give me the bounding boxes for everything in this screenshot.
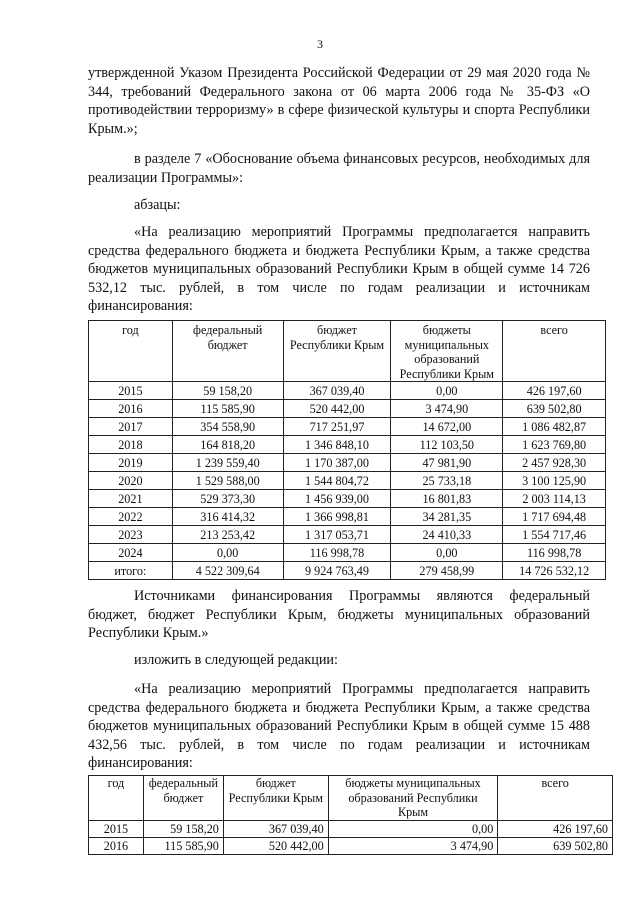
- page-number: 3: [317, 37, 323, 51]
- table-cell: 1 544 804,72: [283, 472, 391, 490]
- table-cell: 14 672,00: [391, 418, 503, 436]
- header-total: всего: [503, 321, 606, 382]
- table-cell: 0,00: [172, 544, 283, 562]
- table-cell: 25 733,18: [391, 472, 503, 490]
- header-federal: федеральный бюджет: [143, 776, 223, 821]
- header-total: всего: [498, 776, 613, 821]
- table-cell: 2 457 928,30: [503, 454, 606, 472]
- table-cell: 354 558,90: [172, 418, 283, 436]
- header-year: год: [89, 776, 144, 821]
- table-row: [89, 562, 606, 580]
- table-cell: 279 458,99: [391, 562, 503, 580]
- paragraph-section-7: в разделе 7 «Обоснование объема финансовых ресурсов, необходимых для реализации Программы»:: [88, 151, 590, 186]
- table-cell: 520 442,00: [283, 400, 391, 418]
- table-cell: 59 158,20: [143, 820, 223, 837]
- table-row: [89, 820, 613, 837]
- table-cell: 426 197,60: [498, 820, 613, 837]
- table-cell: 115 585,90: [143, 837, 223, 854]
- table-cell: 2021: [89, 490, 173, 508]
- table-cell: 1 239 559,40: [172, 454, 283, 472]
- table-cell: 367 039,40: [223, 820, 328, 837]
- table-cell: 2018: [89, 436, 173, 454]
- table-row: [89, 544, 606, 562]
- header-republic: бюджет Республики Крым: [283, 321, 391, 382]
- table-cell: 115 585,90: [172, 400, 283, 418]
- table-cell: 2 003 114,13: [503, 490, 606, 508]
- table-row: [89, 472, 606, 490]
- old-funding-table: [88, 320, 606, 580]
- header-municipal: бюджеты муниципальных образований Республики Крым: [391, 321, 503, 382]
- table-cell: 59 158,20: [172, 382, 283, 400]
- paragraph-old-funding-text: «На реализацию мероприятий Программы предполагается направить средства федерального бюджета и бюджета Республики Крым, а также средства бюджетов муниципальных образований Республики Крым в общей сумме 14 726 532,12 тыс. рублей, в том числе по годам реализации и источникам финансирования:: [88, 224, 590, 314]
- table-cell: 34 281,35: [391, 508, 503, 526]
- table-cell: 1 170 387,00: [283, 454, 391, 472]
- table-cell: 1 623 769,80: [503, 436, 606, 454]
- table-cell: 2019: [89, 454, 173, 472]
- table-cell: 1 554 717,46: [503, 526, 606, 544]
- table-cell: 0,00: [391, 544, 503, 562]
- table-header-row: [89, 321, 606, 382]
- table-cell: 2023: [89, 526, 173, 544]
- table-cell: 112 103,50: [391, 436, 503, 454]
- table-cell: 3 474,90: [328, 837, 498, 854]
- table-header-row: [89, 776, 613, 821]
- table-cell: 2016: [89, 837, 144, 854]
- table-cell: 426 197,60: [503, 382, 606, 400]
- paragraph-new-edition: изложить в следующей редакции:: [134, 652, 338, 668]
- table-cell: 1 346 848,10: [283, 436, 391, 454]
- table-cell: 2015: [89, 820, 144, 837]
- table-cell: 639 502,80: [503, 400, 606, 418]
- table-row: [89, 454, 606, 472]
- paragraph-abzatsy: абзацы:: [134, 197, 181, 213]
- table-cell: 0,00: [328, 820, 498, 837]
- table-cell: 3 100 125,90: [503, 472, 606, 490]
- table-cell: 1 086 482,87: [503, 418, 606, 436]
- table-cell: итого:: [89, 562, 173, 580]
- table-cell: 1 456 939,00: [283, 490, 391, 508]
- table-cell: 2016: [89, 400, 173, 418]
- table-cell: 1 366 998,81: [283, 508, 391, 526]
- header-federal: федеральный бюджет: [172, 321, 283, 382]
- paragraph-new-funding-text: «На реализацию мероприятий Программы предполагается направить средства федерального бюджета и бюджета Республики Крым, а также средства бюджетов муниципальных образований Республики Крым в общей сумме 15 488 432,56 тыс. рублей, в том числе по годам реализации и источникам финансирования:: [88, 681, 590, 771]
- table-cell: 0,00: [391, 382, 503, 400]
- table-row: [89, 382, 606, 400]
- table-row: [89, 526, 606, 544]
- header-republic: бюджет Республики Крым: [223, 776, 328, 821]
- table-row: [89, 418, 606, 436]
- table-cell: 14 726 532,12: [503, 562, 606, 580]
- table-row: [89, 490, 606, 508]
- table-cell: 1 717 694,48: [503, 508, 606, 526]
- new-funding-table: [88, 775, 613, 855]
- table-row: [89, 837, 613, 854]
- table-cell: 116 998,78: [283, 544, 391, 562]
- table-cell: 2024: [89, 544, 173, 562]
- table-cell: 2015: [89, 382, 173, 400]
- paragraph-funding-sources: Источниками финансирования Программы являются федеральный бюджет, бюджет Республики Крым, бюджеты муниципальных образований Республики Крым.»: [88, 588, 590, 641]
- table-cell: 2022: [89, 508, 173, 526]
- table-cell: 116 998,78: [503, 544, 606, 562]
- table-cell: 2020: [89, 472, 173, 490]
- header-year: год: [89, 321, 173, 382]
- table-cell: 1 317 053,71: [283, 526, 391, 544]
- table-cell: 316 414,32: [172, 508, 283, 526]
- table-cell: 367 039,40: [283, 382, 391, 400]
- table-cell: 520 442,00: [223, 837, 328, 854]
- table-cell: 4 522 309,64: [172, 562, 283, 580]
- table-cell: 529 373,30: [172, 490, 283, 508]
- table-cell: 1 529 588,00: [172, 472, 283, 490]
- paragraph-decree-reference: утвержденной Указом Президента Российской Федерации от 29 мая 2020 года № 344, требований Федерального закона от 06 марта 2006 года № 35-ФЗ «О противодействии терроризму» в сфере физической культуры и спорта Республики Крым.»;: [88, 65, 590, 137]
- table-cell: 3 474,90: [391, 400, 503, 418]
- table-cell: 24 410,33: [391, 526, 503, 544]
- header-municipal: бюджеты муниципальных образований Республики Крым: [328, 776, 498, 821]
- table-cell: 2017: [89, 418, 173, 436]
- table-cell: 639 502,80: [498, 837, 613, 854]
- table-cell: 164 818,20: [172, 436, 283, 454]
- table-cell: 16 801,83: [391, 490, 503, 508]
- table-row: [89, 436, 606, 454]
- table-cell: 9 924 763,49: [283, 562, 391, 580]
- table-cell: 213 253,42: [172, 526, 283, 544]
- table-cell: 47 981,90: [391, 454, 503, 472]
- table-cell: 717 251,97: [283, 418, 391, 436]
- table-row: [89, 508, 606, 526]
- table-row: [89, 400, 606, 418]
